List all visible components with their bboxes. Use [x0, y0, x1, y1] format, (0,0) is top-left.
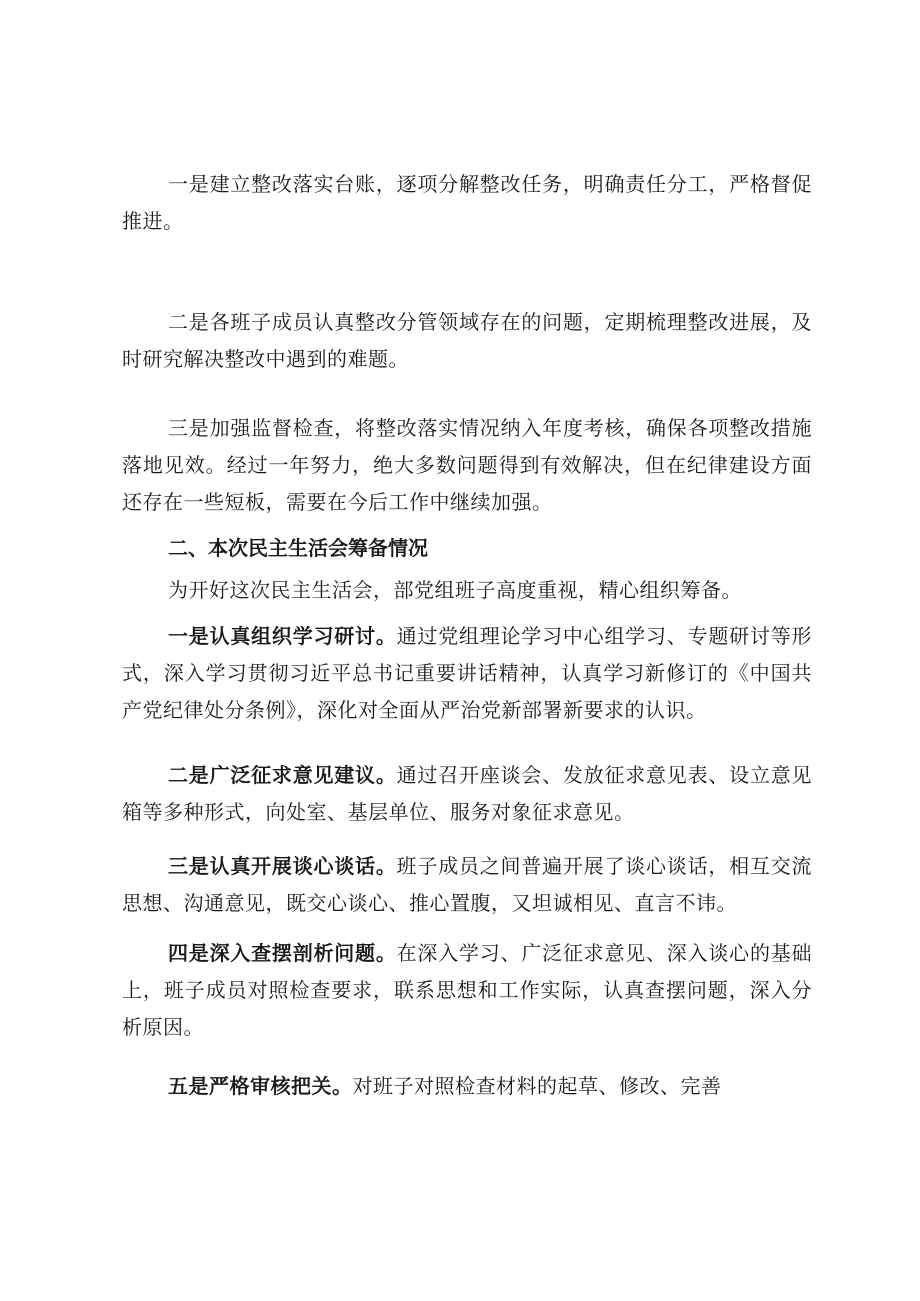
paragraph-4-text: 为开好这次民主生活会，部党组班子高度重视，精心组织筹备。: [168, 578, 742, 602]
paragraph-3: [122, 410, 812, 521]
paragraph-7-text: 班子成员之间普遍开展了谈心谈话，相互交流思想、沟通意见，既交心谈心、推心置腹，又坦诚相见、直言不讳。: [122, 854, 813, 915]
paragraph-2: [122, 304, 812, 378]
paragraph-9: [122, 1068, 812, 1105]
paragraph-5-lead: 一是认真组织学习研讨。: [168, 624, 397, 648]
paragraph-5: [122, 618, 812, 729]
paragraph-6: [122, 757, 812, 831]
paragraph-1-text: 一是建立整改落实台账，逐项分解整改任务，明确责任分工，严格督促推进。: [122, 172, 812, 233]
paragraph-8: [122, 935, 812, 1046]
paragraph-9-text: 对班子对照检查材料的起草、修改、完善: [352, 1074, 722, 1098]
paragraph-2-text: 二是各班子成员认真整改分管领域存在的问题，定期梳理整改进展，及时研究解决整改中遇到的难题。: [122, 310, 812, 371]
paragraph-5-text: 通过党组理论学习中心组学习、专题研讨等形式，深入学习贯彻习近平总书记重要讲话精神，认真学习新修订的《中国共产党纪律处分条例》，深化对全面从严治党新部署新要求的认识。: [122, 624, 813, 722]
paragraph-7-lead: 三是认真开展谈心谈话。: [168, 854, 397, 878]
paragraph-6-text: 通过召开座谈会、发放征求意见表、设立意见箱等多种形式，向处室、基层单位、服务对象征求意见。: [122, 763, 813, 824]
paragraph-9-lead: 五是严格审核把关。: [168, 1074, 353, 1098]
paragraph-4: [122, 572, 812, 609]
paragraph-8-lead: 四是深入查摆剖析问题。: [168, 941, 397, 965]
section-heading-2: 二、本次民主生活会筹备情况: [168, 536, 428, 560]
paragraph-6-lead: 二是广泛征求意见建议。: [168, 763, 397, 787]
paragraph-7: [122, 848, 812, 922]
paragraph-3-text: 三是加强监督检查，将整改落实情况纳入年度考核，确保各项整改措施落地见效。经过一年努力，绝大多数问题得到有效解决，但在纪律建设方面还存在一些短板，需要在今后工作中继续加强。: [122, 416, 812, 514]
paragraph-8-text: 在深入学习、广泛征求意见、深入谈心的基础上，班子成员对照检查要求，联系思想和工作实际，认真查摆问题，深入分析原因。: [122, 941, 813, 1039]
paragraph-1: [122, 166, 812, 240]
